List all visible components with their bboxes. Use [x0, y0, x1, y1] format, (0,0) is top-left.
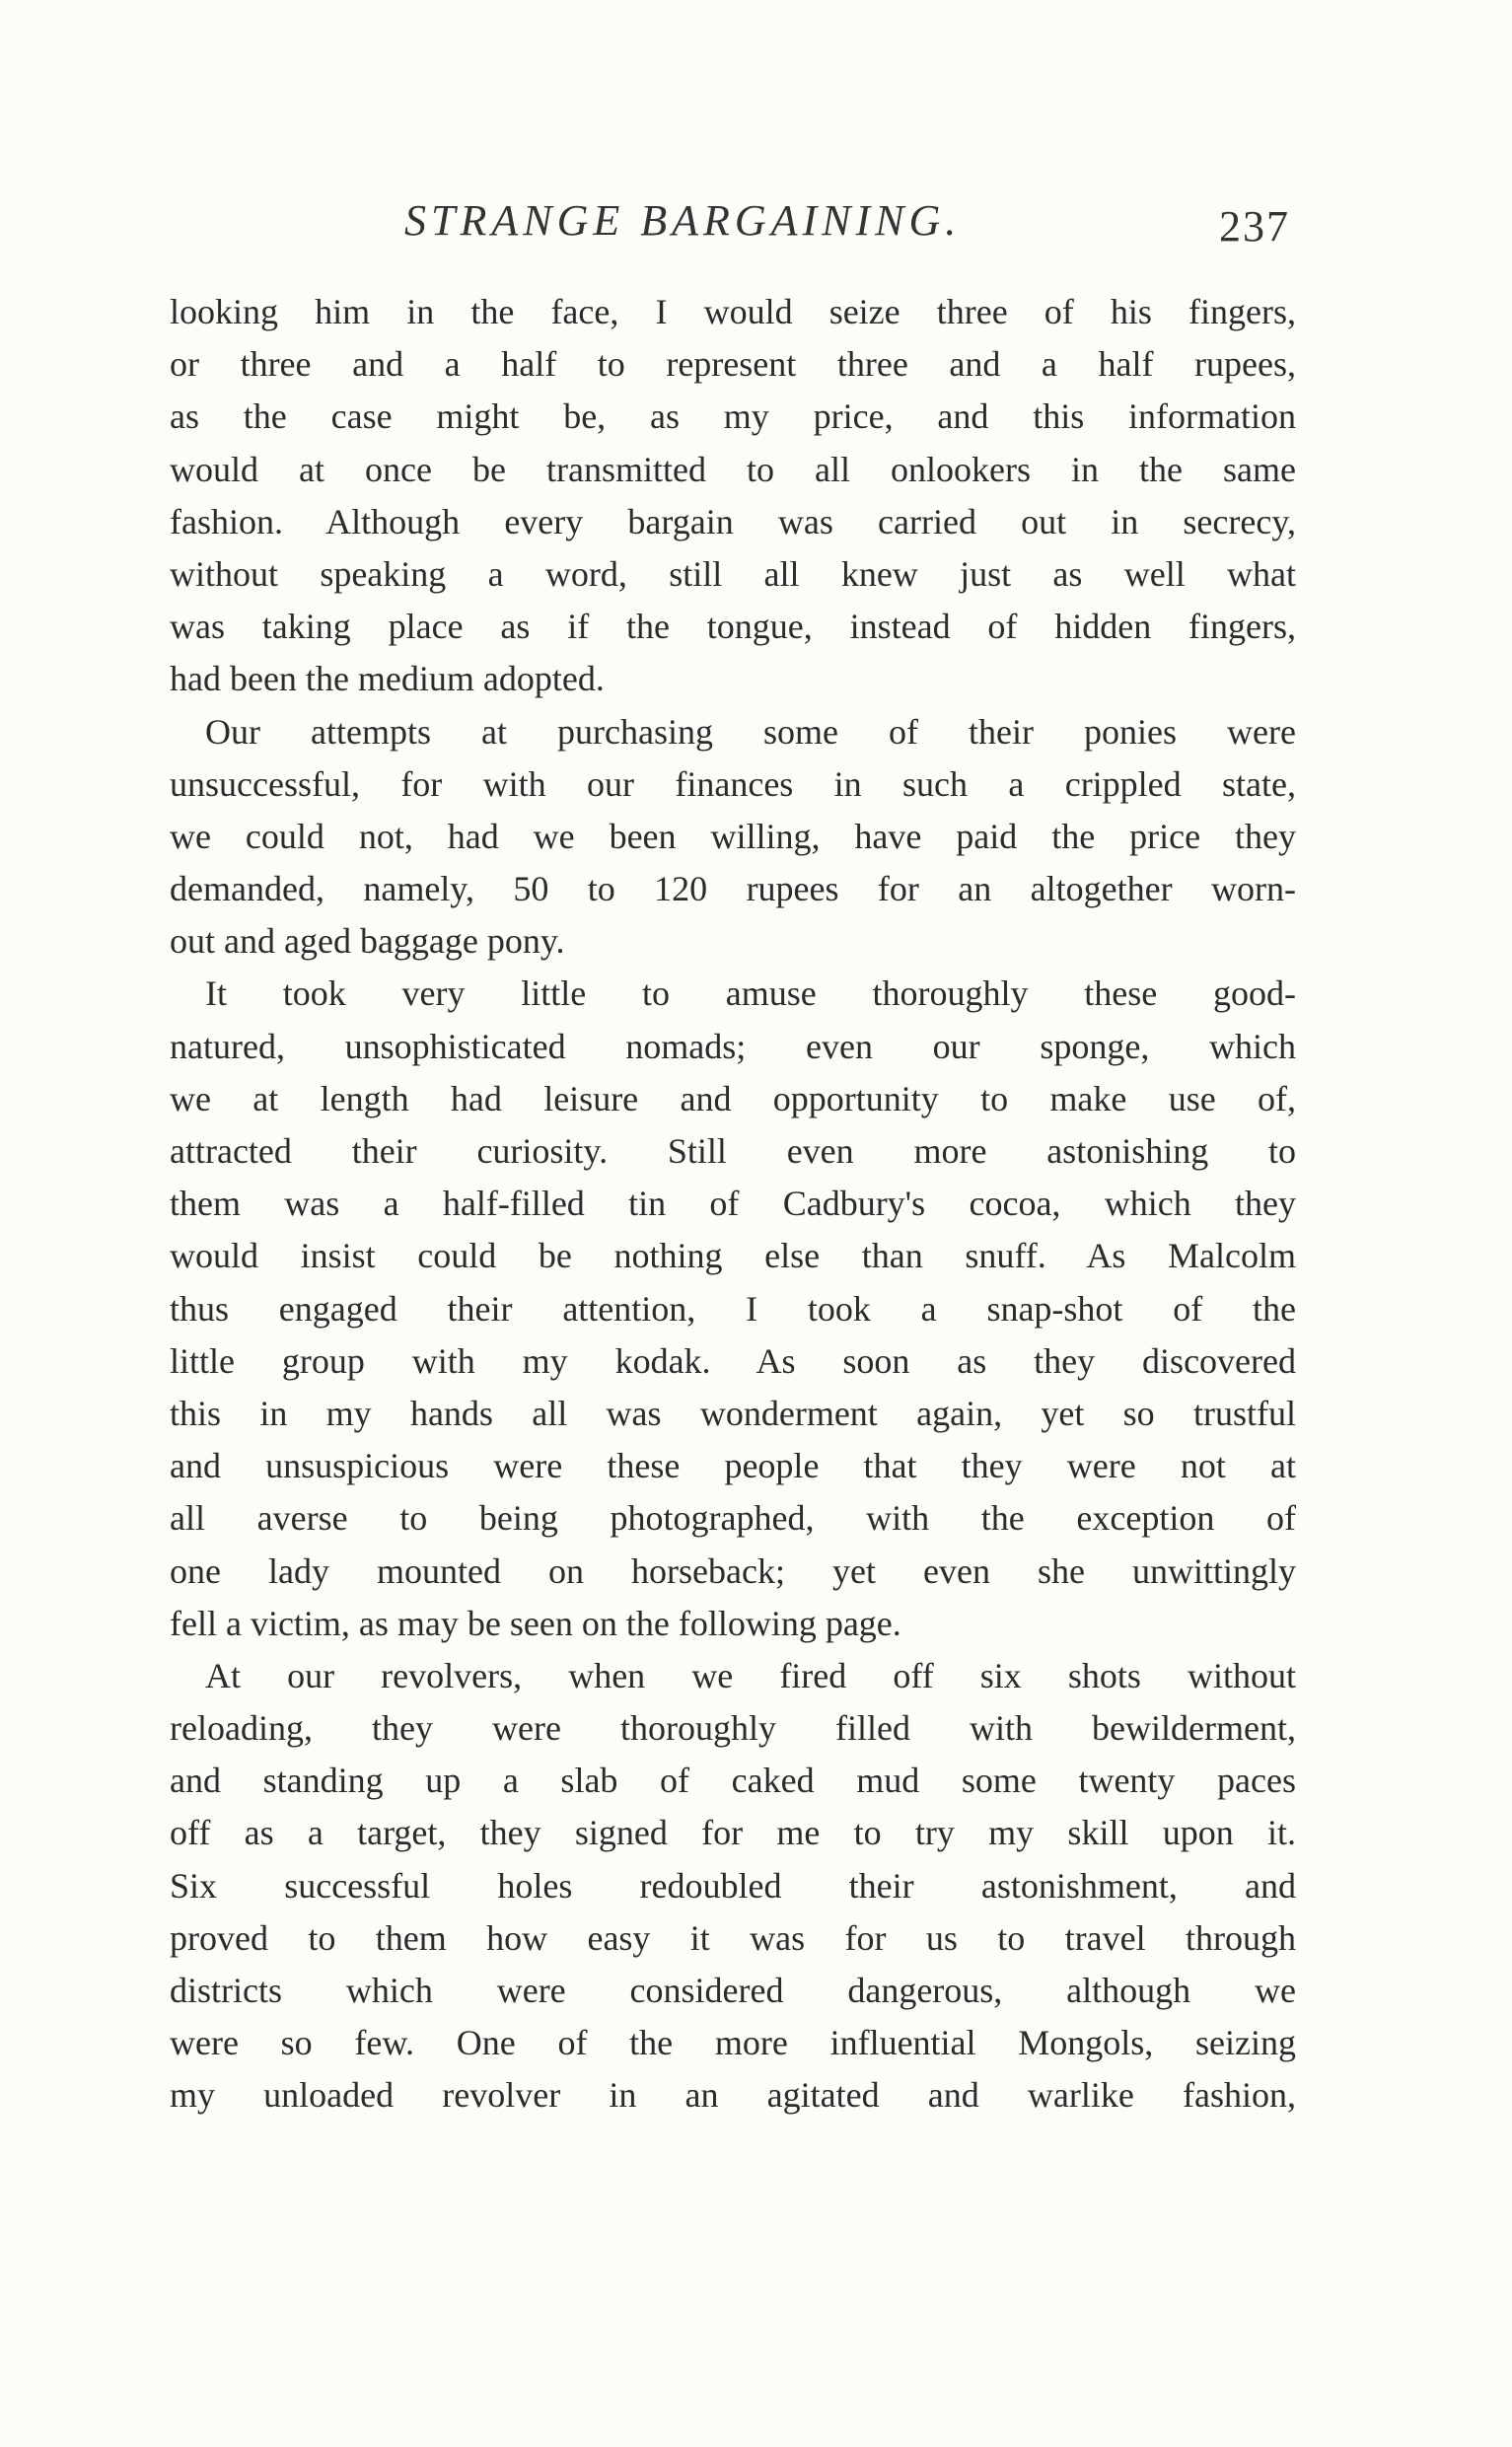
text-line: would at once be transmitted to all onlookers in the same [170, 449, 1296, 489]
text-line: them was a half-filled tin of Cadbury's cocoa, which they [170, 1184, 1296, 1224]
text-line: and standing up a slab of caked mud some twenty paces [170, 1761, 1296, 1801]
body-text [170, 286, 1296, 2123]
running-title: STRANGE BARGAINING. [404, 196, 962, 245]
text-line: out and aged baggage pony. [170, 921, 565, 962]
text-line: little group with my kodak. As soon as they discovered [170, 1340, 1296, 1381]
text-line: my unloaded revolver in an agitated and warlike fashion, [170, 2075, 1296, 2116]
text-line: and unsuspicious were these people that they were not at [170, 1446, 1296, 1486]
text-line: looking him in the face, I would seize three of his fingers, [170, 292, 1296, 331]
text-line: demanded, namely, 50 to 120 rupees for an altogether worn- [170, 869, 1296, 909]
text-line: one lady mounted on horseback; yet even she unwittingly [170, 1550, 1296, 1591]
text-line: districts which were considered dangerous, although we [170, 1971, 1296, 2010]
text-line: Six successful holes redoubled their astonishment, and [170, 1865, 1296, 1906]
text-line: or three and a half to represent three and a half rupees, [170, 344, 1296, 385]
text-line: Our attempts at purchasing some of their ponies were [205, 711, 1296, 752]
page-header [0, 195, 1512, 254]
text-line: fashion. Although every bargain was carried out in secrecy, [170, 501, 1296, 541]
text-line: as the case might be, as my price, and this information [170, 396, 1296, 437]
text-line: off as a target, they signed for me to try my skill upon it. [170, 1813, 1296, 1853]
text-line: all averse to being photographed, with the exception of [170, 1498, 1296, 1539]
page-number: 237 [1219, 202, 1290, 251]
text-line: had been the medium adopted. [170, 659, 605, 699]
text-line: attracted their curiosity. Still even more astonishing to [170, 1131, 1296, 1171]
text-line: unsuccessful, for with our finances in such a crippled state, [170, 763, 1296, 804]
text-line: natured, unsophisticated nomads; even our sponge, which [170, 1026, 1296, 1066]
text-line: reloading, they were thoroughly filled with bewilderment, [170, 1708, 1296, 1749]
text-line: It took very little to amuse thoroughly these good- [205, 973, 1296, 1014]
text-line: this in my hands all was wonderment again, yet so trustful [170, 1393, 1296, 1433]
text-line: At our revolvers, when we fired off six shots without [205, 1655, 1296, 1695]
text-line: proved to them how easy it was for us to travel through [170, 1917, 1296, 1958]
text-line: fell a victim, as may be seen on the following page. [170, 1603, 901, 1643]
text-line: were so few. One of the more influential Mongols, seizing [170, 2023, 1296, 2063]
text-line: we could not, had we been willing, have paid the price they [170, 816, 1296, 856]
text-line: we at length had leisure and opportunity to make use of, [170, 1078, 1296, 1118]
text-line: would insist could be nothing else than snuff. As Malcolm [170, 1236, 1296, 1276]
text-line: was taking place as if the tongue, instead of hidden fingers, [170, 607, 1296, 647]
text-line: thus engaged their attention, I took a snap-shot of the [170, 1288, 1296, 1329]
text-line: without speaking a word, still all knew just as well what [170, 553, 1296, 594]
